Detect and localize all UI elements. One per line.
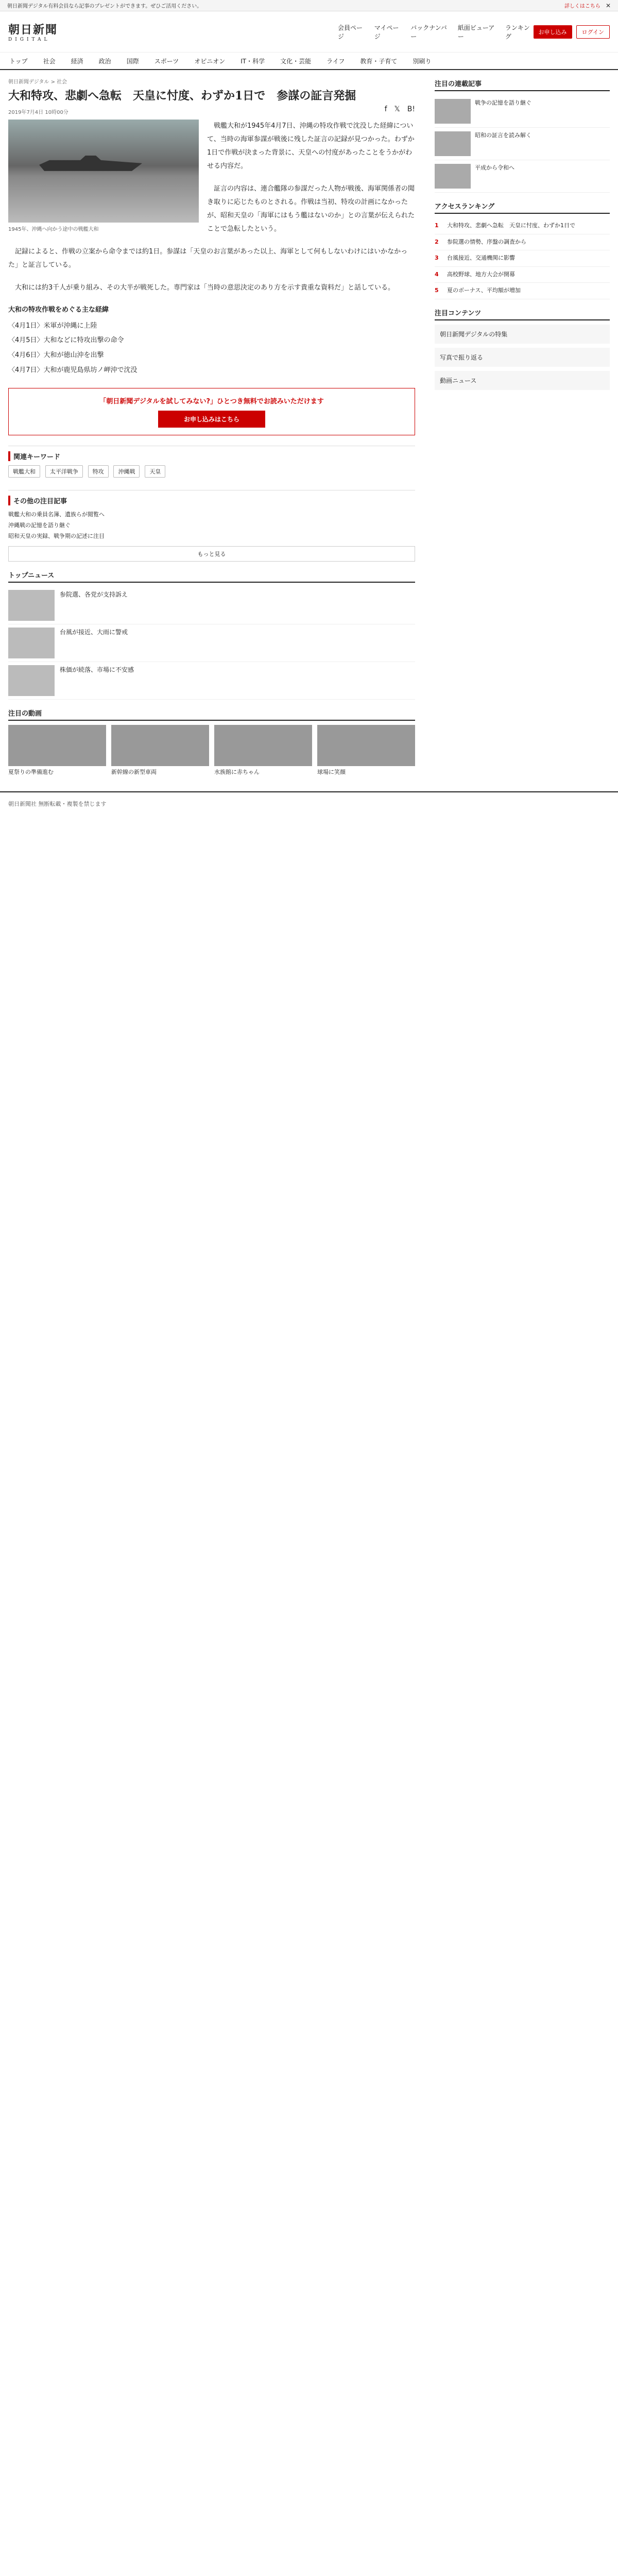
rank-text: 高校野球、地方大会が開幕	[447, 270, 515, 278]
news-thumb	[8, 628, 55, 658]
ranking-title: アクセスランキング	[435, 201, 610, 214]
article-main	[8, 70, 415, 776]
news-thumb	[8, 665, 55, 696]
image-caption: 1945年、沖縄へ向かう途中の戦艦大和	[8, 226, 99, 232]
pick-item[interactable]	[435, 128, 610, 160]
timeline-heading: 大和の特攻作戦をめぐる主な経緯	[8, 306, 109, 314]
pick-thumb	[435, 99, 471, 124]
photo-caption: 夏祭りの準備進む	[8, 768, 54, 775]
keyword-tag[interactable]: 天皇	[145, 465, 165, 478]
photo-thumb	[317, 725, 415, 766]
header-nav-item[interactable]: ランキング	[505, 24, 530, 40]
keywords-title: 関連キーワード	[8, 451, 415, 461]
nav-item[interactable]: 文化・芸能	[280, 57, 312, 65]
nav-item[interactable]: 社会	[43, 57, 56, 65]
sidebar	[435, 70, 610, 776]
header-nav-item[interactable]: バックナンバー	[410, 24, 447, 40]
rank-text: 夏のボーナス、平均額が増加	[447, 287, 521, 294]
photo-card[interactable]	[111, 725, 209, 776]
share-bar	[8, 105, 415, 113]
nav-item[interactable]: 別刷り	[413, 57, 432, 65]
rank-number: 5	[435, 287, 439, 294]
nav-item[interactable]: スポーツ	[154, 57, 179, 65]
timeline-item: 〈4月7日〉大和が鹿児島県坊ノ岬沖で沈没	[8, 366, 138, 374]
article-paragraph: 記録によると、作戦の立案から命令までは約1日。参謀は「天皇のお言葉があった以上、海軍として何もしないわけにはいかなかった」と証言している。	[8, 247, 408, 269]
ranking-item[interactable]	[435, 218, 610, 234]
promo-text: 「朝日新聞デジタルを試してみない?」ひとつき無料でお読みいただけます	[99, 398, 324, 406]
keyword-tag[interactable]: 太平洋戦争	[45, 465, 83, 478]
article-paragraph: 大和には約3千人が乗り組み、その大半が戦死した。専門家は「当時の意思決定のあり方を示す貴重な資料だ」と話している。	[15, 283, 395, 292]
timeline	[8, 319, 415, 378]
article-title: 大和特攻、悲劇へ急転 天皇に忖度、わずか1日で 参謀の証言発掘	[8, 89, 356, 103]
rank-text: 台風接近、交通機関に影響	[447, 255, 515, 261]
photo-caption: 水族館に赤ちゃん	[214, 768, 260, 775]
feature-item[interactable]: 朝日新聞デジタルの特集	[435, 325, 610, 344]
news-text: 株価が続落、市場に不安感	[60, 666, 134, 673]
picks-title: 注目の連載記事	[435, 78, 610, 91]
photo-card[interactable]	[8, 725, 106, 776]
facebook-icon[interactable]: f	[384, 105, 387, 113]
rank-text: 大和特攻、悲劇へ急転 天皇に忖度、わずか1日で	[447, 222, 575, 229]
ranking-item[interactable]	[435, 267, 610, 283]
rank-number: 1	[435, 222, 439, 229]
feature-item[interactable]: 写真で振り返る	[435, 348, 610, 367]
rank-text: 参院選の情勢、序盤の調査から	[447, 238, 526, 245]
photo-thumb	[8, 725, 106, 766]
subscription-promo	[8, 388, 415, 435]
related-link[interactable]: 沖縄戦の記憶を語り継ぐ	[8, 522, 71, 529]
header-nav-item[interactable]: マイページ	[374, 24, 399, 40]
topbar-text: 朝日新聞デジタル有料会員なら記事のプレゼントができます。ぜひご活用ください。	[7, 4, 202, 9]
site-logo[interactable]	[8, 21, 80, 42]
topbar-link[interactable]: 詳しくはこちら	[564, 4, 600, 9]
more-button[interactable]: もっと見る	[8, 546, 415, 562]
timeline-item: 〈4月6日〉大和が徳山沖を出撃	[8, 351, 104, 360]
site-footer: 朝日新聞社 無断転載・複製を禁じます	[0, 791, 618, 815]
header-nav-item[interactable]: 会員ページ	[338, 24, 363, 40]
keyword-tag[interactable]: 戦艦大和	[8, 465, 40, 478]
timeline-item: 〈4月5日〉大和などに特攻出撃の命令	[8, 336, 124, 345]
ranking-item[interactable]	[435, 234, 610, 251]
article-paragraph: 証言の内容は、連合艦隊の参謀だった人物が戦後、海軍関係者の聞き取りに応じたものとされる。作戦は当初、特攻の計画になかったが、昭和天皇の「海軍にはもう艦はないのか」との言葉が伝えられたことで急転したという。	[207, 184, 415, 233]
photo-card[interactable]	[317, 725, 415, 776]
twitter-icon[interactable]: 𝕏	[394, 105, 400, 113]
ranking-item[interactable]	[435, 283, 610, 299]
photo-caption: 新幹線の新型車両	[111, 768, 157, 775]
pick-item[interactable]	[435, 160, 610, 193]
photos-title: 注目の動画	[8, 708, 415, 721]
nav-item[interactable]: 経済	[71, 57, 83, 65]
promo-button[interactable]: お申し込みはこちら	[158, 411, 265, 428]
related-link[interactable]: 戦艦大和の乗員名簿、遺族らが閲覧へ	[8, 511, 105, 518]
photo-thumb	[111, 725, 209, 766]
features-title: 注目コンテンツ	[435, 308, 610, 320]
topnews-title: トップニュース	[8, 570, 415, 583]
close-icon[interactable]: ✕	[605, 2, 611, 9]
nav-item[interactable]: オピニオン	[194, 57, 226, 65]
related-link[interactable]: 昭和天皇の実録、戦争期の記述に注目	[8, 533, 105, 540]
article-image	[8, 120, 199, 232]
battleship-photo	[8, 120, 199, 223]
keywords-section	[8, 446, 415, 481]
header-nav-item[interactable]: 紙面ビューアー	[457, 24, 495, 40]
nav-item[interactable]: 国際	[126, 57, 139, 65]
nav-item[interactable]: トップ	[9, 57, 28, 65]
global-nav	[0, 53, 618, 70]
nav-item[interactable]: 教育・子育て	[360, 57, 398, 65]
subscribe-button[interactable]: お申し込み	[534, 25, 572, 39]
nav-item[interactable]: 政治	[98, 57, 111, 65]
photo-card[interactable]	[214, 725, 312, 776]
promo-topbar	[0, 0, 618, 11]
article-date: 2019年7月4日 10時00分	[8, 109, 68, 115]
related-title: その他の注目記事	[8, 496, 415, 505]
pick-text: 平成から令和へ	[475, 164, 514, 171]
photo-grid	[8, 725, 415, 776]
article-paragraph: 戦艦大和が1945年4月7日、沖縄の特攻作戦で沈没した経緯について、当時の海軍参謀が戦後に残した証言の記録が見つかった。わずか1日で作戦が決まった背景に、天皇への忖度があったことをうかがわせる内容だ。	[207, 122, 415, 170]
news-row[interactable]	[8, 587, 415, 624]
rank-number: 4	[435, 270, 439, 278]
photo-thumb	[214, 725, 312, 766]
photo-caption: 球場に笑顔	[317, 768, 346, 775]
ranking-item[interactable]	[435, 250, 610, 267]
pick-thumb	[435, 164, 471, 189]
ship-shape	[39, 156, 142, 171]
logo-sub: DIGITAL	[8, 37, 50, 42]
rank-number: 3	[435, 255, 439, 261]
news-text: 参院選、各党が支持訴え	[60, 590, 128, 598]
pick-text: 戦争の記憶を語り継ぐ	[475, 99, 531, 106]
bookmark-icon[interactable]: B!	[407, 105, 415, 113]
feature-item[interactable]: 動画ニュース	[435, 371, 610, 390]
news-thumb	[8, 590, 55, 621]
login-button[interactable]: ログイン	[576, 25, 610, 39]
pick-item[interactable]	[435, 95, 610, 128]
news-text: 台風が接近、大雨に警戒	[60, 628, 128, 636]
nav-item[interactable]: IT・科学	[241, 57, 265, 65]
news-row[interactable]	[8, 624, 415, 662]
related-section	[8, 490, 415, 562]
site-header	[0, 11, 618, 53]
keyword-tag[interactable]: 沖縄戦	[113, 465, 140, 478]
keyword-tag[interactable]: 特攻	[88, 465, 109, 478]
news-row[interactable]	[8, 662, 415, 700]
header-nav	[80, 23, 534, 41]
logo-main: 朝日新聞	[8, 23, 58, 37]
rank-number: 2	[435, 238, 439, 245]
breadcrumb[interactable]: 朝日新聞デジタル > 社会	[8, 79, 67, 85]
nav-item[interactable]: ライフ	[327, 57, 345, 65]
timeline-item: 〈4月1日〉米軍が沖縄に上陸	[8, 321, 97, 330]
pick-thumb	[435, 131, 471, 156]
pick-text: 昭和の証言を読み解く	[475, 132, 531, 139]
